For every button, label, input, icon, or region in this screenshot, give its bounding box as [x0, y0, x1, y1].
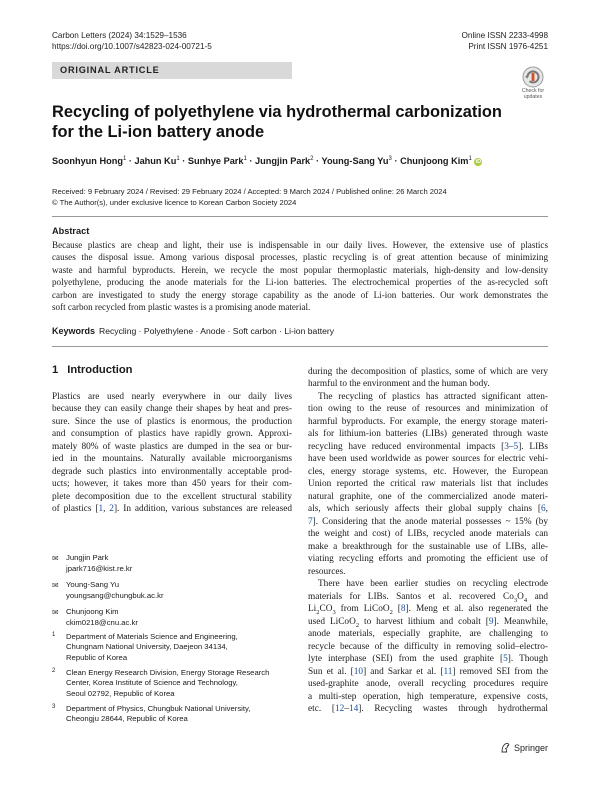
body-line: There have been earlier studies on recycling electrode	[318, 579, 548, 589]
body-line: recycling have reduced environmental impacts [3–5]. LIBs	[308, 441, 548, 452]
body-line: recycle because of the difficulty in removing solid–electro-	[308, 641, 548, 652]
abstract-line: causes the disposal issue. Among various disposal processes, plastic recycling is of great attention because of minimizing	[52, 252, 548, 262]
intro-right-column	[308, 366, 548, 716]
body-line: Sun et al. [10] and Sarkar et al. [11] removed SEI from the	[308, 666, 549, 677]
body-line: lyte interphase (SEI) from the used graphite [5]. Though	[308, 654, 548, 664]
body-line: sure. Since the use of plastics is enormous, the production	[52, 416, 292, 427]
doi-link[interactable]: https://doi.org/10.1007/s42823-024-00721-5	[52, 42, 212, 51]
running-header-left	[52, 30, 212, 52]
body-line: mately 80% of waste plastics are dumped in the sea or bur-	[52, 441, 292, 452]
article-title	[52, 102, 502, 142]
citation-link[interactable]: 8	[400, 604, 406, 614]
body-line: tion owing to the reuse of resources and minimization of	[308, 404, 548, 414]
citation-link[interactable]: 14	[348, 704, 359, 714]
affiliation-number: 3	[52, 704, 56, 710]
body-line: make a breakthrough for the sustainable use of LIBs, alle-	[308, 541, 548, 552]
abstract-line: soft carbon recycled from plastic wastes is a promising anode material.	[52, 302, 311, 312]
intro-left-column	[52, 391, 292, 516]
citation-link[interactable]: 12	[334, 704, 345, 714]
citation-link[interactable]: 6	[541, 504, 546, 514]
check-for-updates-badge[interactable]	[518, 66, 548, 100]
publication-history	[52, 187, 447, 208]
section-heading	[52, 364, 141, 376]
citation-link[interactable]: 10	[353, 666, 364, 677]
orcid-icon[interactable]: iD	[475, 159, 482, 166]
corresponding-author: Chunjoong Kim	[66, 607, 119, 616]
abstract-heading: Abstract	[52, 226, 90, 236]
affiliation-2	[52, 668, 292, 699]
abstract-line: waste and harmful byproducts. Herein, we recycle the most popular thermoplastic materials, high-density and low-density	[52, 264, 548, 275]
affiliation-number: 1	[52, 632, 56, 638]
body-line: als for lithium-ion batteries (LIBs) generated through waste	[308, 429, 548, 439]
affiliation-line: Seoul 02792, Republic of Korea	[66, 688, 175, 698]
body-line: als, which seriously affects their global supply chains [6,	[308, 504, 548, 514]
affiliation-line: Department of Physics, Chungbuk National University,	[66, 704, 251, 713]
citation-link[interactable]: 9	[488, 616, 494, 627]
title-line-2: for the Li-ion battery anode	[52, 123, 265, 141]
keywords	[52, 326, 334, 336]
affiliation-line: Cheongju 28644, Republic of Korea	[66, 714, 188, 724]
body-line: used-graphite anode, overall recycling procedures require	[308, 679, 548, 689]
body-line: The recycling of plastics has attracted significant atten-	[318, 391, 548, 402]
author-name[interactable]: Jahun Ku	[134, 156, 177, 167]
body-line: degrade such plastics into environmentally acceptable prod-	[52, 466, 292, 477]
body-line: harmful byproducts. For example, the energy storage materi-	[308, 416, 548, 427]
author-name[interactable]: Young-Sang Yu	[321, 156, 389, 167]
citation-link[interactable]: 11	[443, 666, 453, 677]
section-number: 1	[52, 364, 59, 376]
body-line: used LiCoO$_2$ to harvest lithium and cobalt [9]. Meanwhile,	[308, 616, 548, 629]
body-line: and consumption of plastics have rapidly grown. Approxi-	[52, 429, 292, 439]
journal-citation: Carbon Letters (2024) 34:1529–1536	[52, 31, 187, 40]
affiliation-number: 2	[52, 668, 56, 674]
affiliation-line: Clean Energy Research Division, Energy Storage Research	[66, 668, 270, 677]
affiliation-line: Republic of Korea	[66, 652, 128, 662]
correspondence-item	[52, 553, 164, 574]
author-affiliation: 2	[310, 156, 314, 162]
body-line: harmful to the environment and the human body.	[308, 379, 490, 389]
author-separator: ·	[179, 156, 188, 167]
body-line: materials for LIBs. Santos et al. recovered $Co_3O_4$ and	[308, 591, 548, 604]
body-line: because they can easily change their shapes by heat and pres-	[52, 404, 292, 414]
body-line: ucts; however, it takes more than 450 years for their com-	[52, 479, 292, 489]
author-affiliation: 1	[468, 156, 472, 162]
abstract-line: polyethylene, producing the anode materials for the Li-ion batteries. The electrochemical properties of the as-recycled soft	[52, 277, 548, 287]
check-for-updates-icon	[522, 66, 544, 88]
affiliation-line: Department of Materials Science and Engineering,	[66, 632, 238, 641]
keywords-text: Recycling · Polyethylene · Anode · Soft carbon · Li-ion battery	[99, 326, 335, 336]
affiliation-1	[52, 632, 292, 663]
abstract-line: Because plastics are cheap and light, their use is indispensable in our daily lives. However, the extensive use of plastics	[52, 239, 548, 250]
author-affiliation: 1	[176, 156, 180, 162]
publisher-footer	[500, 742, 548, 753]
citation-link[interactable]: 5	[503, 654, 508, 664]
author-list	[52, 156, 482, 166]
affiliation-3	[52, 704, 292, 725]
body-line-with-citations: of plastics [1, 2]. In addition, various substances are released	[52, 504, 292, 514]
citation-link[interactable]: 7	[308, 516, 313, 527]
citation-link[interactable]: 1	[98, 504, 104, 514]
article-type-band: ORIGINAL ARTICLE	[52, 62, 292, 79]
body-line: viating recycling efforts and promoting the efficient use of	[308, 554, 548, 564]
body-line: ied in the mountains. Naturally available microorganisms	[52, 454, 292, 464]
dates-line: Received: 9 February 2024 / Revised: 29 February 2024 / Accepted: 9 March 2024 / Published online: 26 March 2024	[52, 187, 447, 196]
divider-bottom	[52, 346, 548, 347]
body-line: cles, energy storage systems, etc. However, the European	[308, 466, 548, 477]
running-header-right	[462, 30, 548, 52]
body-line: $Li_2CO_3$ from LiCoO$_2$ [8]. Meng et al. also regenerated the	[308, 604, 549, 616]
springer-horse-icon	[500, 742, 511, 753]
envelope-icon: ✉	[52, 554, 59, 563]
body-line: during the decomposition of plastics, some of which are very	[308, 366, 548, 377]
badge-line-1: Check for	[521, 88, 545, 94]
envelope-icon: ✉	[52, 581, 59, 590]
citation-link[interactable]: 3	[504, 441, 509, 452]
body-line: Plastics are used nearly everywhere in our daily lives	[52, 391, 292, 402]
author-name[interactable]: Chunjoong Kim	[400, 156, 469, 167]
author-affiliation: 1	[122, 156, 127, 162]
author-separator: ·	[391, 156, 401, 167]
title-line-1: Recycling of polyethylene via hydrothermal carbonization	[52, 103, 502, 121]
author-separator: ·	[313, 156, 322, 167]
author-affiliation: 3	[388, 156, 392, 162]
author-name[interactable]: Sunhye Park	[187, 156, 244, 167]
author-separator: ·	[126, 156, 135, 167]
author-separator: ·	[246, 156, 256, 167]
affiliation-line: Chungnam National University, Daejeon 34134,	[66, 642, 228, 652]
body-line: 7]. Considering that the anode material possesses ~ 15% (by	[308, 516, 548, 527]
citation-link[interactable]: 2	[109, 504, 114, 514]
abstract-line: carbon are investigated to study the energy storage capability as the anode of Li-ion batteries. Our work demonstrates the	[52, 289, 548, 300]
publisher-name: Springer	[513, 743, 548, 753]
section-title: Introduction	[67, 364, 133, 376]
body-line: a multi-step operation, high temperature, expensive costs,	[308, 691, 548, 702]
citation-link[interactable]: 5	[513, 441, 519, 452]
body-line: anode materials, especially graphite, are challenging to	[308, 629, 548, 639]
abstract-body	[52, 239, 548, 314]
body-line: natural graphite, one of the commercialized anode materi-	[308, 491, 548, 502]
author-name[interactable]: Jungjin Park	[255, 156, 311, 167]
copyright-line: © The Author(s), under exclusive licence to Korean Carbon Society 2024	[52, 197, 297, 207]
print-issn: Print ISSN 1976-4251	[468, 42, 548, 51]
body-line: Union reported the critical raw materials list that includes	[308, 479, 548, 489]
body-line: have been used worldwide as power sources for electric vehi-	[308, 454, 548, 464]
body-line: resources.	[308, 566, 346, 577]
email-link[interactable]: youngsang@chungbuk.ac.kr	[66, 590, 164, 600]
corresponding-author: Young-Sang Yu	[66, 580, 120, 589]
divider-top	[52, 216, 548, 217]
corresponding-author: Jungjin Park	[66, 553, 109, 562]
badge-line-2: updates	[523, 94, 543, 100]
body-line: etc. [12–14]. Recycling wastes through hydrothermal	[308, 704, 548, 714]
correspondence-item	[52, 607, 164, 628]
body-line: plete decomposition due to the excellent structural stability	[52, 491, 292, 502]
affiliation-line: Center, Korea Institute of Science and Technology,	[66, 678, 238, 688]
body-line: the weight and cost) of LIBs, recycled anode materials can	[308, 529, 548, 539]
author-name[interactable]: Soonhyun Hong	[52, 156, 123, 167]
envelope-icon: ✉	[52, 608, 59, 617]
author-affiliation: 1	[243, 156, 247, 162]
online-issn: Online ISSN 2233-4998	[461, 31, 548, 40]
email-link[interactable]: jpark716@kist.re.kr	[66, 563, 133, 573]
email-link[interactable]: ckim0218@cnu.ac.kr	[66, 617, 138, 627]
correspondence-item	[52, 580, 164, 601]
correspondence-block	[52, 553, 164, 634]
keywords-label: Keywords	[52, 326, 96, 336]
